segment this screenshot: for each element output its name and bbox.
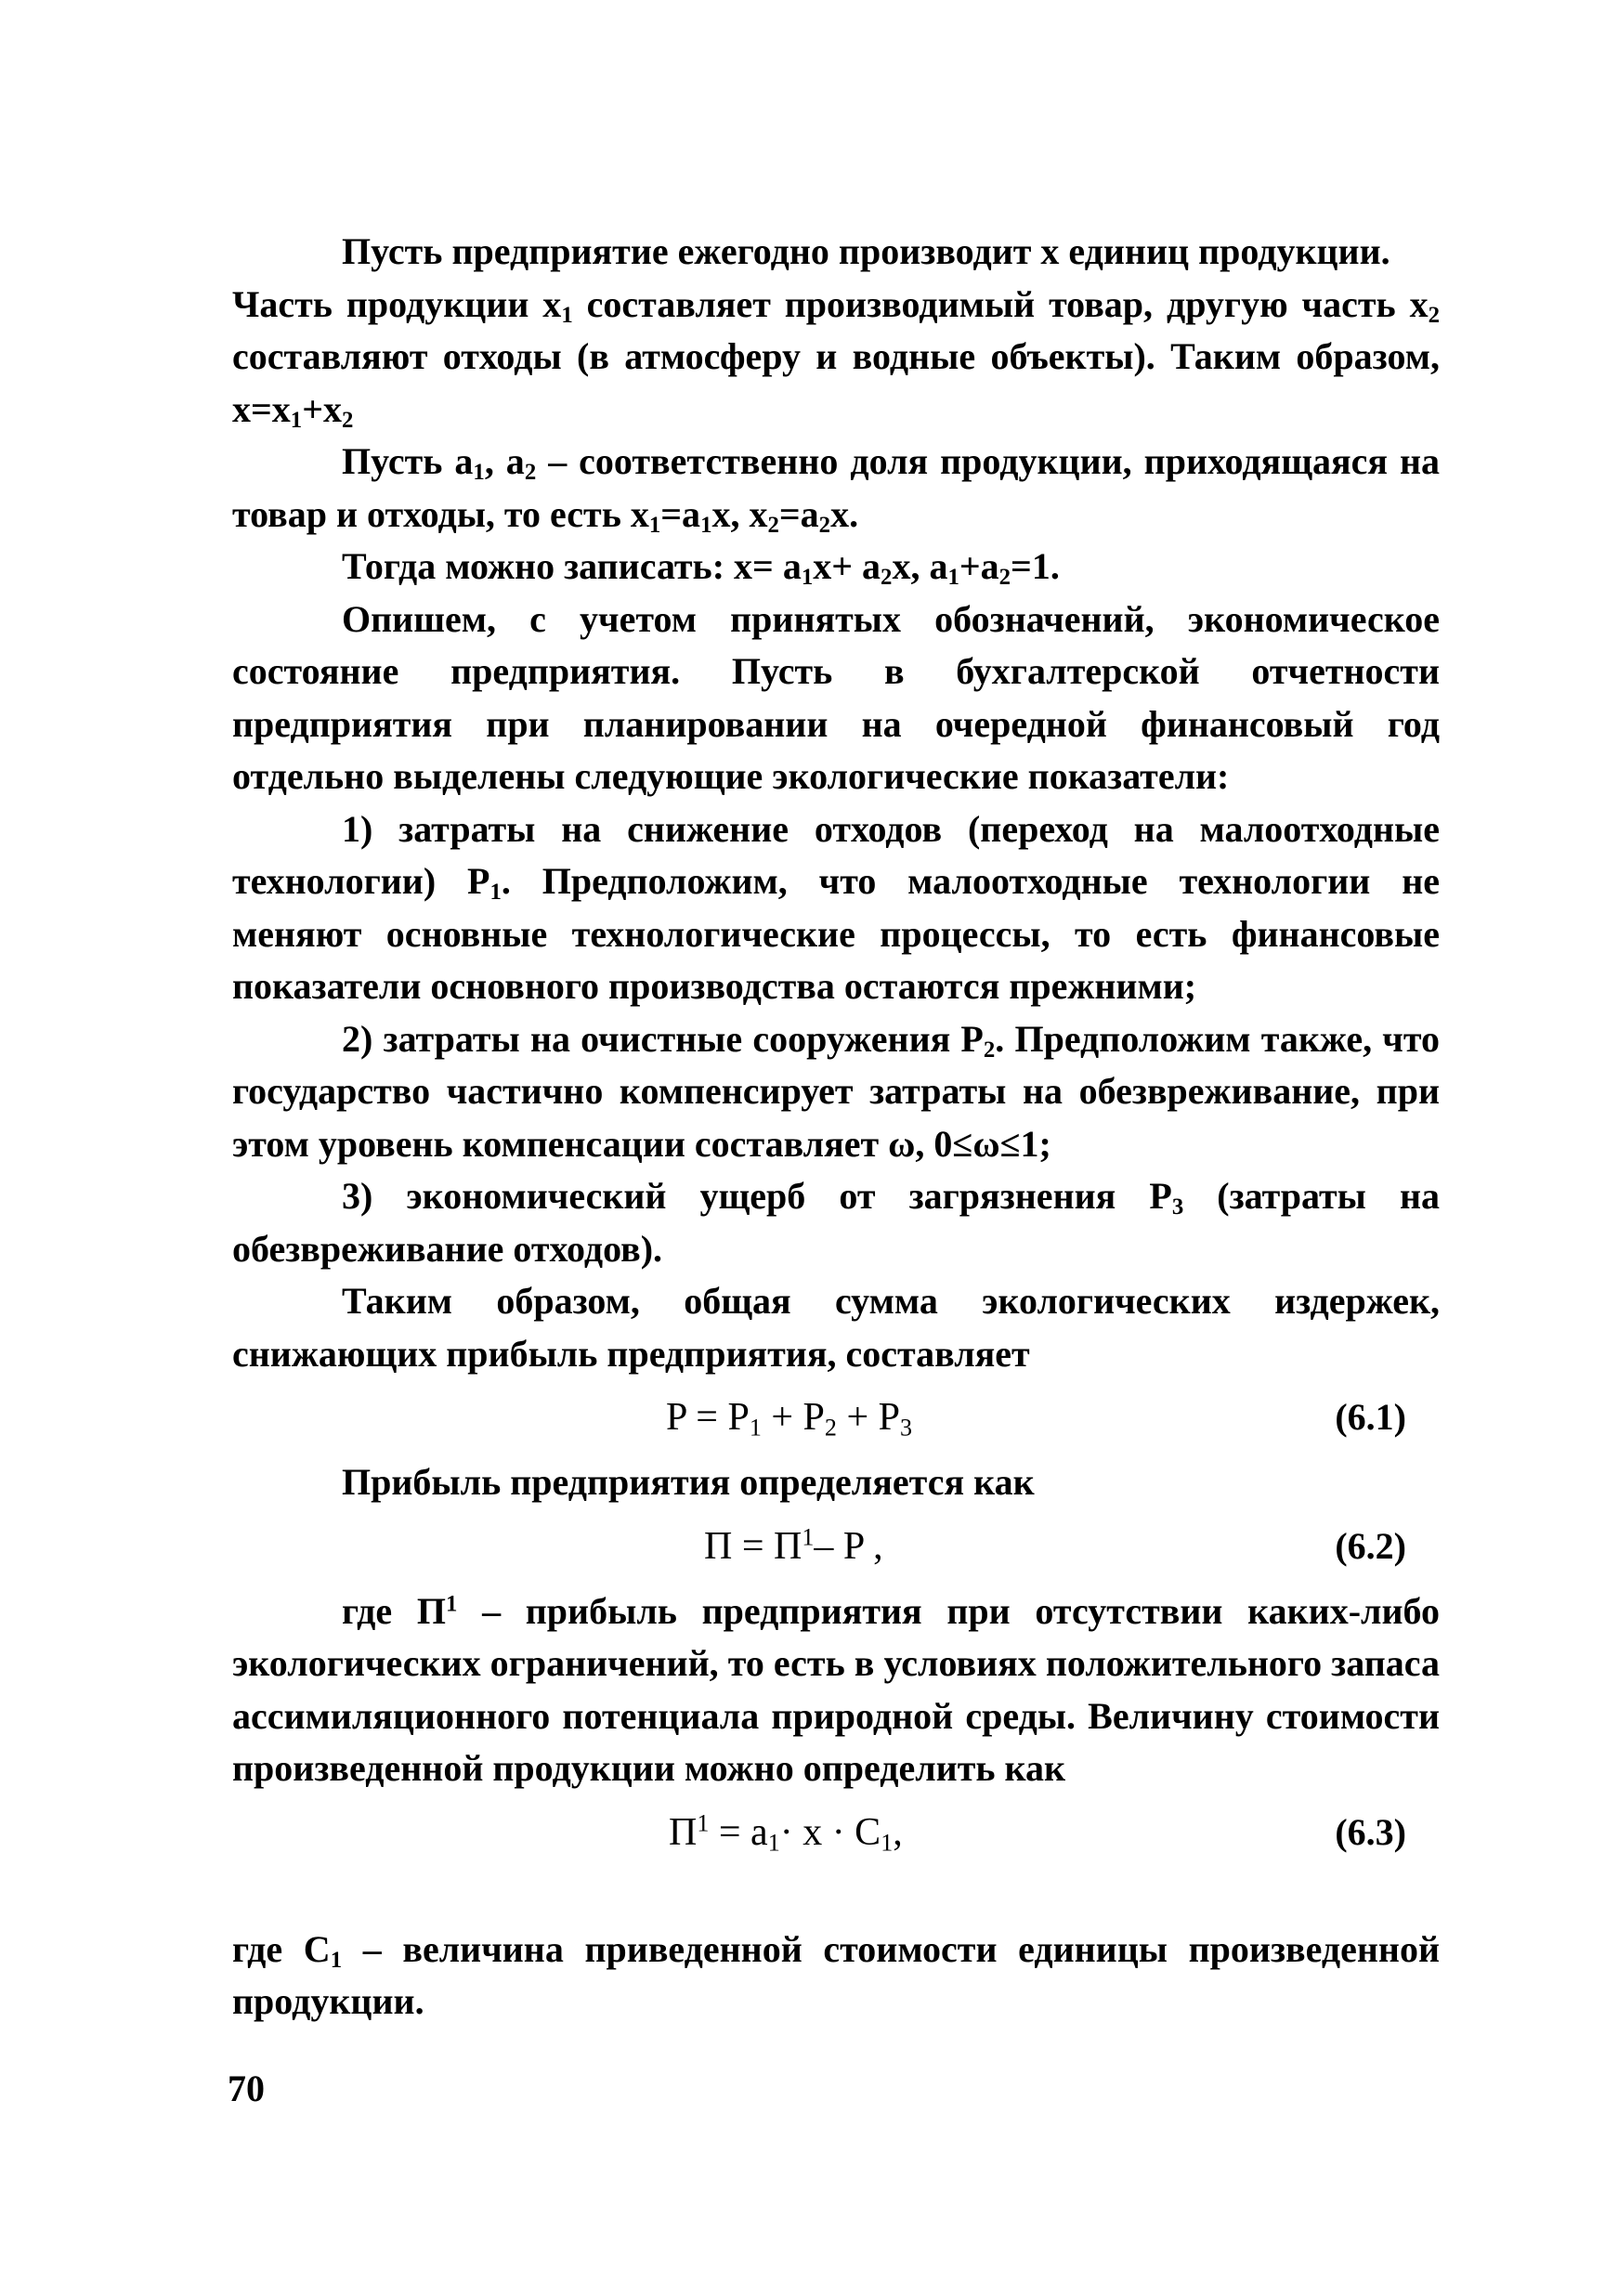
page-number: 70 xyxy=(228,2068,265,2109)
equation-number: (6.2) xyxy=(1335,1524,1406,1567)
paragraph: Опишем, с учетом принятых обозначений, экономическое состояние предприятия. Пусть в бухгалтерской отчетности предприятия при планировании на очередной финансовый год отдельно выделены следующие экологические показатели: xyxy=(232,597,1440,797)
equation-6-2 xyxy=(232,1509,1440,1585)
equation-number: (6.3) xyxy=(1335,1810,1406,1853)
equation-number: (6.1) xyxy=(1335,1396,1406,1438)
paragraph: Таким образом, общая сумма экологических издержек, снижающих прибыль предприятия, составляет xyxy=(232,1280,1440,1375)
list-item: 3) экономический ущерб от загрязнения $Р_3$ (затраты на обезвреживание отходов). xyxy=(232,1175,1440,1270)
paragraph: где $П^1$ – прибыль предприятия при отсутствии каких-либо экологических ограничений, то есть в условиях положительного запаса ассимиляционного потенциала природной среды. Величину стоимости произведенной продукции можно определить как xyxy=(232,1589,1440,1789)
paragraph: где $С_1$ – величина приведенной стоимости единицы произведенной продукции. xyxy=(232,1927,1441,2022)
paragraph: Тогда можно записать: $х= а_1х+ а_2х$, $а_1+а_2=1$. xyxy=(342,545,1060,591)
equation-6-3 xyxy=(232,1795,1440,1872)
paragraph: Прибыль предприятия определяется как xyxy=(342,1461,1035,1503)
paragraph: Пусть предприятие ежегодно производит х единиц продукции. xyxy=(342,230,1390,272)
equation-6-1 xyxy=(232,1380,1440,1456)
list-item: 2) затраты на очистные сооружения $Р_2$. Предположим также, что государство частично компенсирует затраты на обезвреживание, при этом уровень компенсации составляет ω, 0≤ω≤1; xyxy=(232,1017,1440,1165)
paragraph: Пусть $а_1$, $а_2$ – соответственно доля продукции, приходящаяся на товар и отходы, то есть $х_1=а_1х$, $х_2=а_2х$. xyxy=(232,440,1441,538)
equation-body: $П = П^1-$ P , xyxy=(704,1523,883,1568)
equation-body: $P = P_1 + P_2 + P_3$ xyxy=(666,1396,912,1442)
spacer xyxy=(232,1872,1440,1924)
body-text xyxy=(232,226,1440,2029)
equation-body: $П^1 = a_1\cdot x \cdot C_1$, xyxy=(669,1809,903,1856)
paragraph: Часть продукции $х_1$ составляет производимый товар, другую часть $х_2$ составляют отходы (в атмосферу и водные объекты). Таким образом, $х=х_1+х_2$ xyxy=(232,282,1440,433)
list-item: 1) затраты на снижение отходов (переход на малоотходные технологии) $Р_1$. Предположим, что малоотходные технологии не меняют основные технологические процессы, то есть финансовые показатели основного производства остаются прежними; xyxy=(232,807,1440,1007)
